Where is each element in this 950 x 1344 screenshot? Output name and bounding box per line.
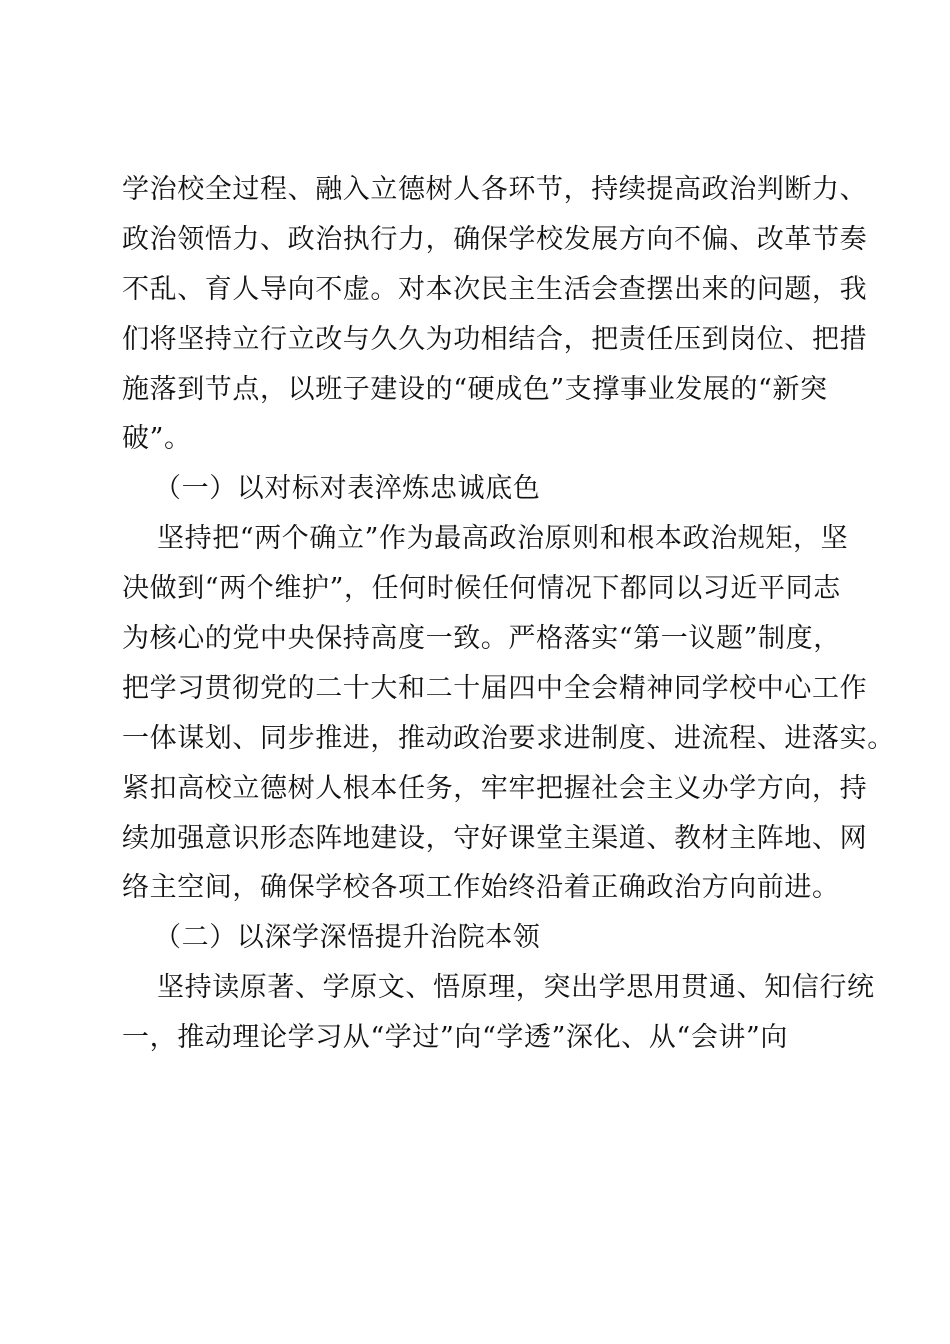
text-line: 们将坚持立行立改与久久为功相结合，把责任压到岗位、把措 [122, 323, 868, 355]
text-line: 为核心的党中央保持高度一致。严格落实“第一议题”制度， [122, 623, 841, 655]
text-line: 施落到节点，以班子建设的“硬成色”支撑事业发展的“新突 [122, 373, 828, 405]
text-line: 一体谋划、同步推进，推动政治要求进制度、进流程、进落实。 [122, 722, 895, 754]
text-line: 政治领悟力、政治执行力，确保学校发展方向不偏、改革节奏 [122, 223, 868, 255]
text-line: 络主空间，确保学校各项工作始终沿着正确政治方向前进。 [122, 872, 840, 904]
text-line: 决做到“两个维护”，任何时候任何情况下都同以习近平同志 [122, 573, 841, 605]
text-line: 紧扣高校立德树人根本任务，牢牢把握社会主义办学方向，持 [122, 772, 868, 804]
paragraph-first-line: 坚持读原著、学原文、悟原理，突出学思用贯通、知信行统 [157, 972, 875, 1004]
text-line: 把学习贯彻党的二十大和二十届四中全会精神同学校中心工作 [122, 672, 868, 704]
text-line: 续加强意识形态阵地建设，守好课堂主渠道、教材主阵地、网 [122, 822, 868, 854]
text-line: 一，推动理论学习从“学过”向“学透”深化、从“会讲”向 [122, 1022, 789, 1054]
section-heading-2: （二）以深学深悟提升治院本领 [154, 922, 541, 954]
text-line: 不乱、育人导向不虚。对本次民主生活会查摆出来的问题，我 [122, 273, 868, 305]
text-line: 破”。 [122, 423, 192, 455]
text-line: 学治校全过程、融入立德树人各环节，持续提高政治判断力、 [122, 174, 868, 205]
paragraph-first-line: 坚持把“两个确立”作为最高政治原则和根本政治规矩，坚 [157, 523, 849, 555]
section-heading-1: （一）以对标对表淬炼忠诚底色 [154, 473, 541, 505]
document-page [122, 165, 895, 1063]
